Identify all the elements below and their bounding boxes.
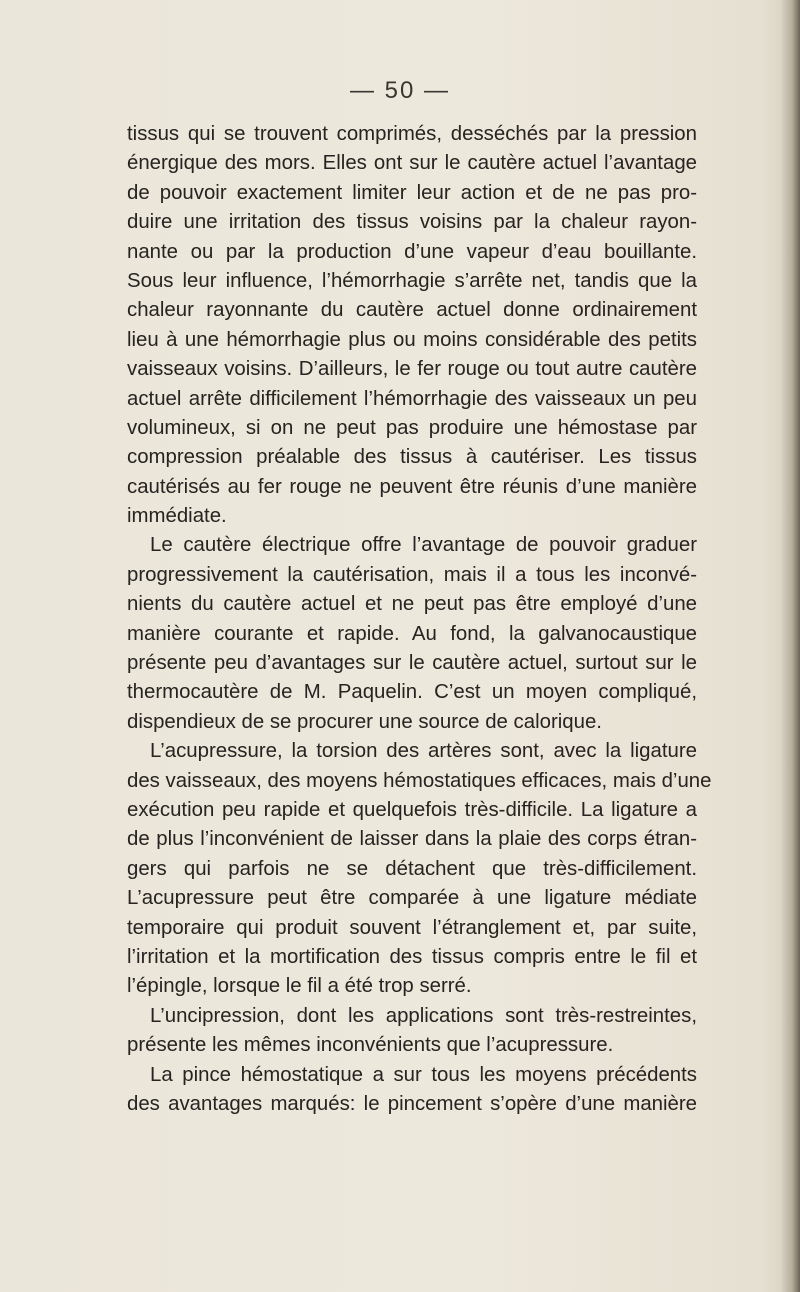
text-body [127,120,712,1119]
text-line: lieu à une hémorrhagie plus ou moins considérable des petits [127,328,697,351]
text-line: dispendieux de se procurer une source de calorique. [127,710,602,733]
text-line: présente les mêmes inconvénients que l’acupressure. [127,1034,614,1057]
text-line: L’acupressure peut être comparée à une ligature médiate [127,887,697,910]
text-line: de pouvoir exactement limiter leur action et de ne pas pro- [127,181,697,204]
text-line: actuel arrête difficilement l’hémorrhagie des vaisseaux un peu [127,387,697,410]
text-line: cautérisés au fer rouge ne peuvent être réunis d’une manière [127,475,697,498]
text-line: des vaisseaux, des moyens hémostatiques efficaces, mais d’une [127,769,712,792]
text-line: gers qui parfois ne se détachent que très-difficilement. [127,857,697,880]
text-line: nante ou par la production d’une vapeur d’eau bouillante. [127,240,697,263]
page-edge-shadow [780,0,800,1292]
text-line: de plus l’inconvénient de laisser dans la plaie des corps étran- [127,828,697,851]
text-line: l’épingle, lorsque le fil a été trop serré. [127,975,472,998]
text-line: l’irritation et la mortification des tissus compris entre le fil et [127,945,697,968]
paragraph [127,737,712,1002]
text-line: Le cautère électrique offre l’avantage de pouvoir graduer [150,534,697,557]
text-line: manière courante et rapide. Au fond, la galvanocaustique [127,622,697,645]
text-line: compression préalable des tissus à cautériser. Les tissus [127,446,697,469]
paragraph [127,1002,697,1061]
text-line: volumineux, si on ne peut pas produire une hémostase par [127,416,697,439]
paragraph [127,1061,697,1120]
text-line: La pince hémostatique a sur tous les moyens précédents [150,1063,697,1086]
text-line: présente peu d’avantages sur le cautère actuel, surtout sur le [127,652,697,675]
text-line: Sous leur influence, l’hémorrhagie s’arrête net, tandis que la [127,269,697,292]
text-line: tissus qui se trouvent comprimés, desséchés par la pression [127,123,697,145]
text-line: L’uncipression, dont les applications sont très-restreintes, [150,1004,697,1027]
text-line: duire une irritation des tissus voisins par la chaleur rayon- [127,211,697,234]
text-line: nients du cautère actuel et ne peut pas être employé d’une [127,593,697,616]
text-line: énergique des mors. Elles ont sur le cautère actuel l’avantage [127,152,697,175]
paragraph [127,531,697,737]
text-line: vaisseaux voisins. D’ailleurs, le fer rouge ou tout autre cautère [127,358,697,381]
paragraph [127,120,697,531]
text-line: thermocautère de M. Paquelin. C’est un moyen compliqué, [127,681,697,704]
text-line: exécution peu rapide et quelquefois très-difficile. La ligature a [127,798,697,821]
text-line: L’acupressure, la torsion des artères sont, avec la ligature [150,740,697,763]
text-line: des avantages marqués: le pincement s’opère d’une manière [127,1092,697,1115]
text-line: temporaire qui produit souvent l’étranglement et, par suite, [127,916,697,939]
text-line: progressivement la cautérisation, mais il a tous les inconvé- [127,563,697,586]
page-number: — 50 — [349,77,451,104]
text-line: chaleur rayonnante du cautère actuel donne ordinairement [127,299,697,322]
text-line: immédiate. [127,505,227,528]
